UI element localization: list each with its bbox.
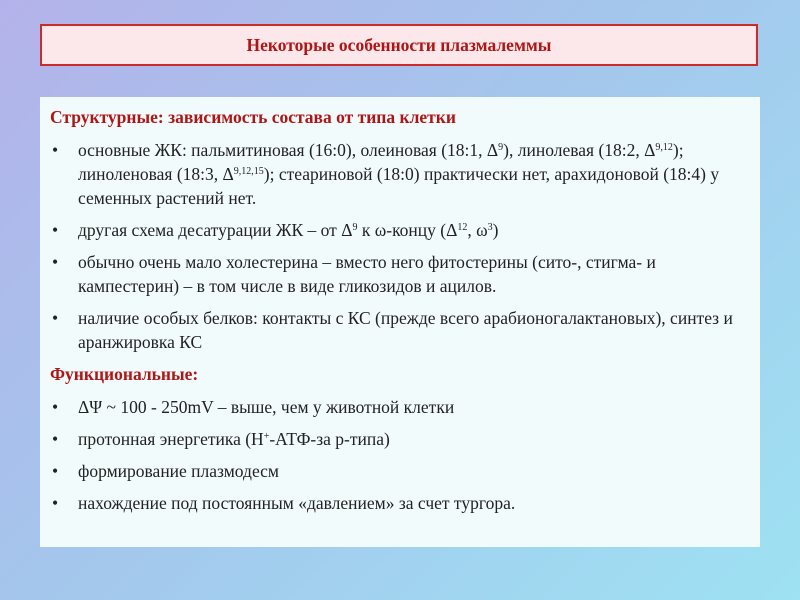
bullet-icon: • (52, 140, 59, 160)
bullet-icon: • (52, 461, 59, 481)
text-segment: обычно очень мало холестерина – вместо него фитостерины (сито-, стигма- и кампестерин) – в том числе в виде гликозидов и ацилов. (78, 252, 656, 296)
bullet-icon: • (52, 493, 59, 513)
superscript: 9 (352, 222, 358, 233)
functional-list (50, 395, 750, 515)
superscript: 3 (487, 222, 493, 233)
item-text (78, 461, 279, 481)
content-box (40, 97, 760, 547)
structural-item (50, 138, 750, 210)
bullet-icon: • (52, 220, 59, 240)
text-segment: , ω (467, 220, 488, 240)
superscript: 9,12 (655, 142, 673, 153)
bullet-icon: • (52, 429, 59, 449)
bullet-icon: • (52, 252, 59, 272)
bullet-icon: • (52, 308, 59, 328)
page-title: Некоторые особенности плазмалеммы (246, 34, 552, 55)
text-segment: -АТФ-за р-типа) (269, 429, 390, 449)
structural-item (50, 306, 750, 354)
structural-item (50, 250, 750, 298)
text-segment: нахождение под постоянным «давлением» за счет тургора. (78, 493, 516, 513)
item-text (78, 308, 733, 352)
text-segment: другая схема десатурации ЖК – от Δ (78, 220, 353, 240)
item-text (78, 429, 390, 449)
item-text (78, 220, 498, 240)
functional-item (50, 427, 750, 451)
functional-item (50, 395, 750, 419)
structural-list (50, 138, 750, 354)
item-text (78, 397, 454, 417)
superscript: + (263, 431, 270, 442)
functional-item (50, 459, 750, 483)
text-segment: основные ЖК: пальмитиновая (16:0), олеиновая (18:1, Δ (78, 140, 499, 160)
superscript: 9,12,15 (233, 166, 264, 177)
item-text (78, 140, 719, 208)
item-text (78, 252, 656, 296)
text-segment: формирование плазмодесм (78, 461, 279, 481)
text-segment: ); линоленовая (18:3, Δ (78, 140, 684, 184)
text-segment: к ω-концу (Δ (357, 220, 458, 240)
structural-item (50, 218, 750, 242)
text-segment: протонная энергетика (Н (78, 429, 264, 449)
text-segment: ΔΨ ~ 100 - 250mV – выше, чем у животной клетки (78, 397, 455, 417)
functional-heading: Функциональные: (50, 364, 199, 384)
structural-heading: Структурные: зависимость состава от типа клетки (50, 107, 456, 127)
functional-item (50, 491, 750, 515)
text-segment: наличие особых белков: контакты с КС (прежде всего арабионогалактановых), синтез и аранжировка КС (78, 308, 733, 352)
title-box (40, 24, 758, 66)
superscript: 12 (457, 222, 468, 233)
text-segment: ); стеариновой (18:0) практически нет, арахидоновой (18:4) у семенных растений нет. (78, 164, 720, 208)
item-text (78, 493, 515, 513)
text-segment: ) (492, 220, 499, 240)
text-segment: ), линолевая (18:2, Δ (503, 140, 656, 160)
bullet-icon: • (52, 397, 59, 417)
superscript: 9 (498, 142, 504, 153)
